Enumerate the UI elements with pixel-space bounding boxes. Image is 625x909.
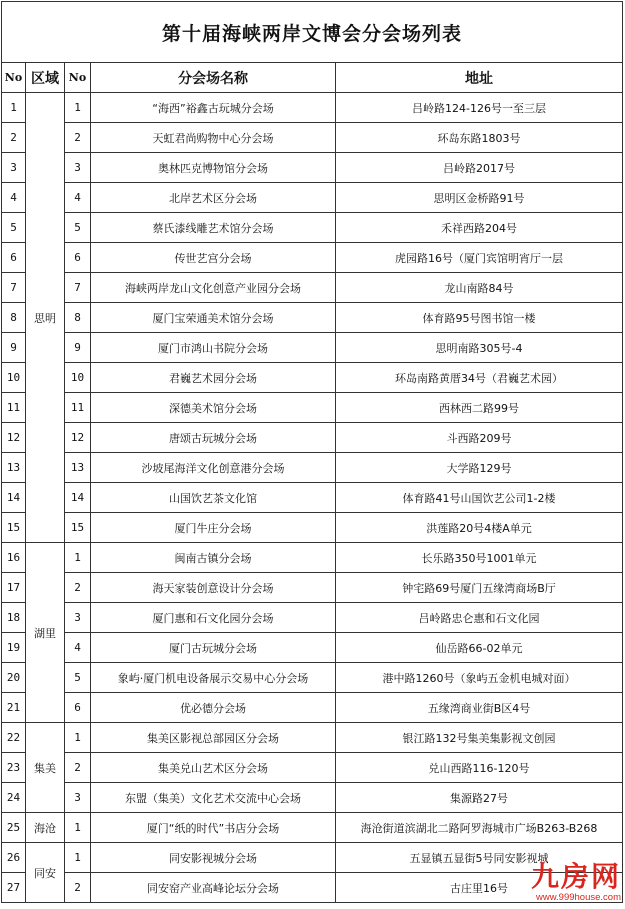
venue-address: 港中路1260号（象屿五金机电城对面）: [336, 663, 623, 693]
table-row: [2, 453, 623, 483]
venue-name: 传世艺宫分会场: [91, 243, 336, 273]
venue-address: 五显镇五显街5号同安影视城: [336, 843, 623, 873]
venue-name: 集美区影视总部园区分会场: [91, 723, 336, 753]
table-row: [2, 663, 623, 693]
row-no: 10: [2, 363, 26, 393]
table-row: [2, 153, 623, 183]
venue-address: 洪莲路20号4楼A单元: [336, 513, 623, 543]
row-no: 12: [2, 423, 26, 453]
row-no: 27: [2, 873, 26, 903]
row-sub-no: 9: [65, 333, 91, 363]
row-sub-no: 4: [65, 633, 91, 663]
table-row: [2, 633, 623, 663]
row-no: 5: [2, 213, 26, 243]
row-sub-no: 2: [65, 753, 91, 783]
row-no: 20: [2, 663, 26, 693]
venue-name: 沙坡尾海洋文化创意港分会场: [91, 453, 336, 483]
row-no: 21: [2, 693, 26, 723]
row-sub-no: 3: [65, 153, 91, 183]
row-sub-no: 14: [65, 483, 91, 513]
table-row: [2, 873, 623, 903]
row-sub-no: 10: [65, 363, 91, 393]
venue-address: 兑山西路116-120号: [336, 753, 623, 783]
venue-table: [1, 1, 623, 903]
venue-name: 深德美术馆分会场: [91, 393, 336, 423]
venue-address: 斗西路209号: [336, 423, 623, 453]
venue-name: 海峡两岸龙山文化创意产业园分会场: [91, 273, 336, 303]
region-cell: 思明: [26, 93, 65, 543]
row-sub-no: 5: [65, 663, 91, 693]
venue-address: 五缘湾商业街B区4号: [336, 693, 623, 723]
row-no: 22: [2, 723, 26, 753]
row-no: 6: [2, 243, 26, 273]
venue-address: 吕岭路124-126号一至三层: [336, 93, 623, 123]
row-no: 14: [2, 483, 26, 513]
row-no: 25: [2, 813, 26, 843]
row-sub-no: 15: [65, 513, 91, 543]
table-row: [2, 543, 623, 573]
row-no: 17: [2, 573, 26, 603]
region-cell: 集美: [26, 723, 65, 813]
table-row: [2, 123, 623, 153]
row-no: 2: [2, 123, 26, 153]
venue-name: 象屿·厦门机电设备展示交易中心分会场: [91, 663, 336, 693]
venue-address: 吕岭路忠仑惠和石文化园: [336, 603, 623, 633]
table-row: [2, 393, 623, 423]
venue-address: 禾祥西路204号: [336, 213, 623, 243]
region-cell: 海沧: [26, 813, 65, 843]
venue-name: 厦门牛庄分会场: [91, 513, 336, 543]
venue-address: 银江路132号集美集影视文创园: [336, 723, 623, 753]
row-sub-no: 2: [65, 123, 91, 153]
row-no: 16: [2, 543, 26, 573]
header-sub-no: No: [65, 63, 91, 93]
header-address: 地址: [336, 63, 623, 93]
row-sub-no: 4: [65, 183, 91, 213]
venue-name: 同安窑产业高峰论坛分会场: [91, 873, 336, 903]
table-row: [2, 243, 623, 273]
venue-name: 厦门宝荣通美术馆分会场: [91, 303, 336, 333]
row-sub-no: 2: [65, 573, 91, 603]
venue-address: 大学路129号: [336, 453, 623, 483]
row-no: 18: [2, 603, 26, 633]
venue-name: 厦门市鸿山书院分会场: [91, 333, 336, 363]
table-row: [2, 213, 623, 243]
venue-name: “海西”裕鑫古玩城分会场: [91, 93, 336, 123]
table-row: [2, 813, 623, 843]
venue-name: 天虹君尚购物中心分会场: [91, 123, 336, 153]
venue-list-sheet: [1, 1, 622, 903]
row-sub-no: 1: [65, 843, 91, 873]
venue-name: 厦门古玩城分会场: [91, 633, 336, 663]
row-sub-no: 3: [65, 783, 91, 813]
row-sub-no: 1: [65, 543, 91, 573]
table-row: [2, 843, 623, 873]
header-row: [2, 63, 623, 93]
row-no: 4: [2, 183, 26, 213]
region-cell: 湖里: [26, 543, 65, 723]
row-no: 23: [2, 753, 26, 783]
region-cell: 同安: [26, 843, 65, 903]
table-row: [2, 273, 623, 303]
venue-name: 厦门惠和石文化园分会场: [91, 603, 336, 633]
venue-address: 思明南路305号-4: [336, 333, 623, 363]
venue-name: 君巍艺术园分会场: [91, 363, 336, 393]
row-sub-no: 13: [65, 453, 91, 483]
venue-address: 海沧街道滨湖北二路阿罗海城市广场B263-B268: [336, 813, 623, 843]
table-row: [2, 333, 623, 363]
venue-name: 山国饮艺茶文化馆: [91, 483, 336, 513]
table-row: [2, 783, 623, 813]
row-no: 13: [2, 453, 26, 483]
row-sub-no: 12: [65, 423, 91, 453]
venue-address: 集源路27号: [336, 783, 623, 813]
venue-address: 吕岭路2017号: [336, 153, 623, 183]
venue-name: 北岸艺术区分会场: [91, 183, 336, 213]
watermark-logo: 九房网: [530, 860, 621, 893]
venue-name: 闽南古镇分会场: [91, 543, 336, 573]
row-no: 3: [2, 153, 26, 183]
venue-name: 海天家装创意设计分会场: [91, 573, 336, 603]
row-sub-no: 6: [65, 243, 91, 273]
row-sub-no: 2: [65, 873, 91, 903]
venue-name: 同安影视城分会场: [91, 843, 336, 873]
venue-address: 环岛东路1803号: [336, 123, 623, 153]
row-sub-no: 3: [65, 603, 91, 633]
table-row: [2, 303, 623, 333]
table-row: [2, 603, 623, 633]
table-body: [2, 93, 623, 903]
venue-name: 东盟（集美）文化艺术交流中心会场: [91, 783, 336, 813]
table-row: [2, 423, 623, 453]
row-sub-no: 1: [65, 813, 91, 843]
row-sub-no: 8: [65, 303, 91, 333]
table-row: [2, 573, 623, 603]
venue-address: 长乐路350号1001单元: [336, 543, 623, 573]
row-sub-no: 7: [65, 273, 91, 303]
table-row: [2, 753, 623, 783]
venue-address: 古庄里16号: [336, 873, 623, 903]
row-sub-no: 11: [65, 393, 91, 423]
venue-address: 虎园路16号（厦门宾馆明宵厅一层: [336, 243, 623, 273]
table-row: [2, 93, 623, 123]
venue-address: 体育路41号山国饮艺公司1-2楼: [336, 483, 623, 513]
venue-name: 唐颂古玩城分会场: [91, 423, 336, 453]
row-sub-no: 1: [65, 723, 91, 753]
row-sub-no: 1: [65, 93, 91, 123]
row-sub-no: 6: [65, 693, 91, 723]
venue-name: 厦门“纸的时代”书店分会场: [91, 813, 336, 843]
venue-address: 仙岳路66-02单元: [336, 633, 623, 663]
header-venue-name: 分会场名称: [91, 63, 336, 93]
venue-address: 思明区金桥路91号: [336, 183, 623, 213]
table-row: [2, 693, 623, 723]
row-no: 9: [2, 333, 26, 363]
header-region: 区域: [26, 63, 65, 93]
row-no: 7: [2, 273, 26, 303]
row-no: 1: [2, 93, 26, 123]
row-sub-no: 5: [65, 213, 91, 243]
table-row: [2, 183, 623, 213]
table-row: [2, 363, 623, 393]
venue-address: 龙山南路84号: [336, 273, 623, 303]
venue-address: 钟宅路69号厦门五缘湾商场B厅: [336, 573, 623, 603]
table-title: 第十届海峡两岸文博会分会场列表: [2, 2, 623, 63]
venue-address: 环岛南路黄厝34号（君巍艺术园）: [336, 363, 623, 393]
venue-name: 蔡氏漆线雕艺术馆分会场: [91, 213, 336, 243]
header-no: No: [2, 63, 26, 93]
row-no: 26: [2, 843, 26, 873]
row-no: 8: [2, 303, 26, 333]
venue-name: 集美兑山艺术区分会场: [91, 753, 336, 783]
watermark-url: www.999house.com: [535, 892, 621, 903]
row-no: 19: [2, 633, 26, 663]
row-no: 24: [2, 783, 26, 813]
venue-address: 体育路95号图书馆一楼: [336, 303, 623, 333]
row-no: 11: [2, 393, 26, 423]
venue-name: 优必德分会场: [91, 693, 336, 723]
table-row: [2, 513, 623, 543]
table-row: [2, 483, 623, 513]
venue-name: 奥林匹克博物馆分会场: [91, 153, 336, 183]
row-no: 15: [2, 513, 26, 543]
table-row: [2, 723, 623, 753]
venue-address: 西林西二路99号: [336, 393, 623, 423]
